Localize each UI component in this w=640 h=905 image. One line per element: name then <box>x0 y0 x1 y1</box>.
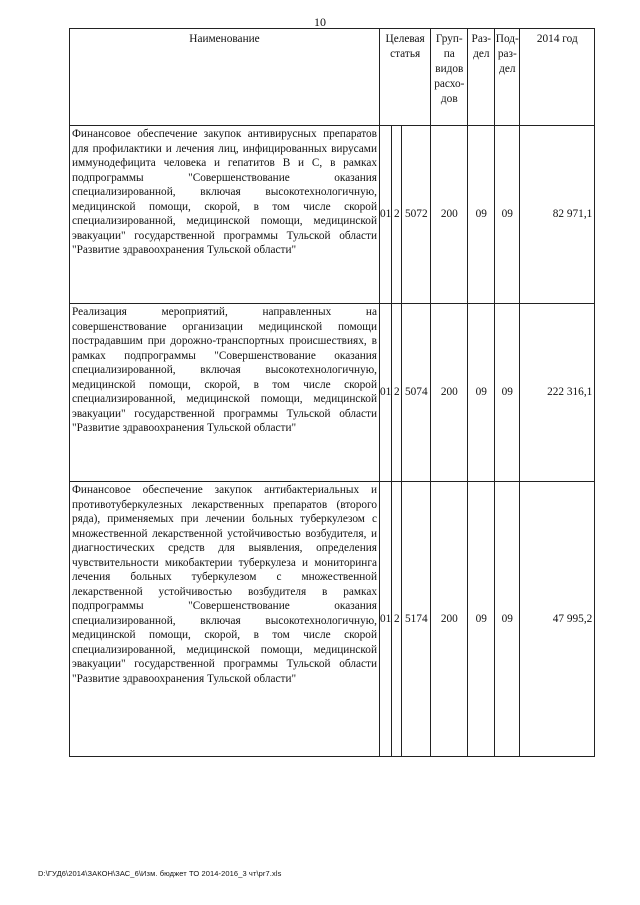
row-expense-group: 200 <box>431 126 468 304</box>
row-amount: 222 316,1 <box>520 304 595 482</box>
row-code-program: 01 <box>380 304 392 482</box>
header-expense-group-line: па <box>443 48 455 60</box>
table-row <box>70 482 595 757</box>
row-subsection: 09 <box>495 126 520 304</box>
row-code-subprogram: 2 <box>392 304 402 482</box>
row-name: Финансовое обеспечение закупок антивирусных препаратов для профилактики и лечения лиц, инфицированных вирусами иммунодефицита человека и гепатитов В и С, в рамках подпрограммы "Совершенствование оказания специализированной, включая высокотехнологичную, медицинской помощи, скорой, в том числе скорой специализированной, медицинской помощи, медицинской эвакуации" государственной программы Тульской области "Развитие здравоохранения Тульской области" <box>70 126 380 304</box>
header-expense-group-line: расхо- <box>434 78 465 90</box>
footer-file-path: D:\ГУД6\2014\ЗАКОН\ЗАС_6\Изм. бюджет ТО 2014-2016_3 чт\pr7.xls <box>38 869 282 878</box>
row-amount: 47 995,2 <box>520 482 595 757</box>
row-code-direction: 5074 <box>402 304 431 482</box>
header-year: 2014 год <box>520 29 595 126</box>
header-subsection <box>495 29 520 126</box>
header-target-article-line2: статья <box>390 48 421 60</box>
row-code-program: 01 <box>380 126 392 304</box>
header-expense-group-line: видов <box>435 63 464 75</box>
row-code-direction: 5174 <box>402 482 431 757</box>
header-subsection-line: дел <box>499 63 516 75</box>
header-section-line: дел <box>473 48 490 60</box>
page-number: 10 <box>314 15 326 29</box>
header-subsection-line: раз- <box>497 48 517 60</box>
row-expense-group: 200 <box>431 304 468 482</box>
row-name: Финансовое обеспечение закупок антибактериальных и противотуберкулезных лекарственных препаратов (второго ряда), применяемых при лечении больных туберкулезом с множественной лекарственной устойчивостью возбудителя, и диагностических средств для выявления, определения чувствительности микобактерии туберкулеза и мониторинга лечения больных туберкулезом с множественной лекарственной устойчивостью возбудителя в рамках подпрограммы "Совершенствование оказания специализированной, включая высокотехнологичную, медицинской помощи, скорой, в том числе скорой специализированной, медицинской помощи, медицинской эвакуации" государственной программы Тульской области "Развитие здравоохранения Тульской области" <box>70 482 380 757</box>
row-subsection: 09 <box>495 482 520 757</box>
row-section: 09 <box>468 126 495 304</box>
table-row <box>70 304 595 482</box>
header-target-article <box>380 29 431 126</box>
row-section: 09 <box>468 482 495 757</box>
header-expense-group <box>431 29 468 126</box>
header-subsection-line: Под- <box>495 33 519 45</box>
header-name: Наименование <box>70 29 380 126</box>
row-code-subprogram: 2 <box>392 126 402 304</box>
row-name: Реализация мероприятий, направленных на совершенствование организации медицинской помощи пострадавшим при дорожно-транспортных происшествиях, в рамках подпрограммы "Совершенствование оказания специализированной, включая высокотехнологичную, медицинской помощи, скорой, в том числе скорой специализированной, медицинской помощи, медицинской эвакуации" государственной программы Тульской области "Развитие здравоохранения Тульской области" <box>70 304 380 482</box>
row-subsection: 09 <box>495 304 520 482</box>
header-target-article-line1: Целевая <box>385 33 425 45</box>
header-section-line: Раз- <box>471 33 492 45</box>
header-expense-group-line: Груп- <box>435 33 463 45</box>
header-expense-group-line: дов <box>440 93 458 105</box>
table-row <box>70 126 595 304</box>
row-code-program: 01 <box>380 482 392 757</box>
row-section: 09 <box>468 304 495 482</box>
header-section <box>468 29 495 126</box>
budget-table <box>69 28 595 757</box>
row-amount: 82 971,1 <box>520 126 595 304</box>
row-code-direction: 5072 <box>402 126 431 304</box>
row-expense-group: 200 <box>431 482 468 757</box>
row-code-subprogram: 2 <box>392 482 402 757</box>
table-header-row <box>70 29 595 126</box>
